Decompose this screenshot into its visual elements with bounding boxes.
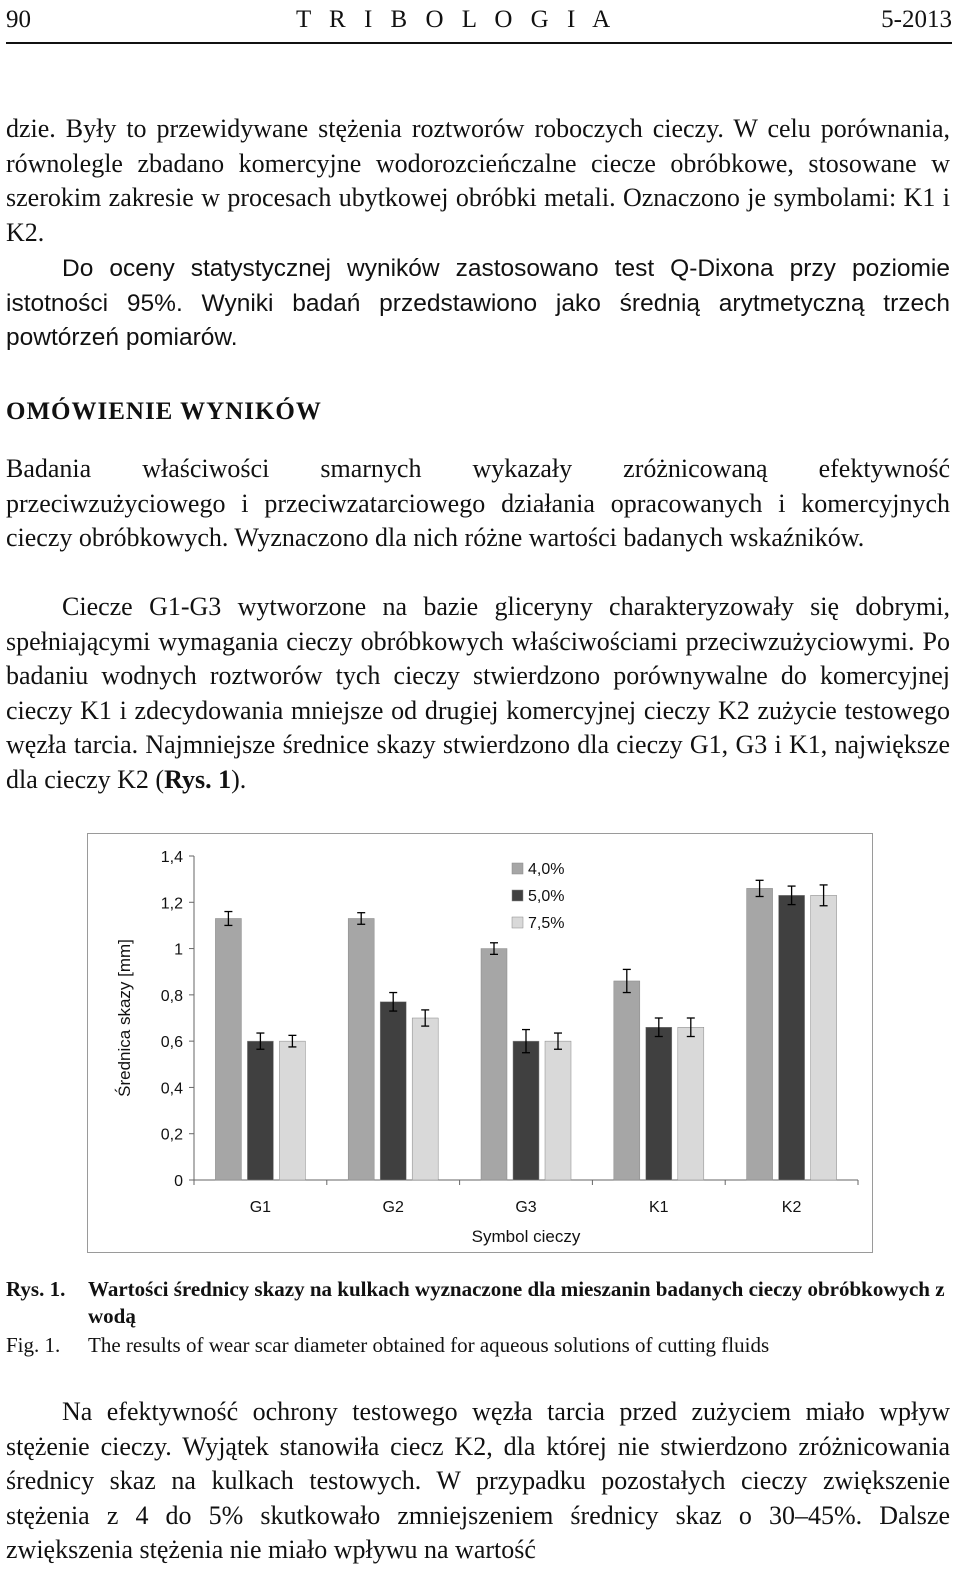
bar-G2-5,0% [380,1002,406,1180]
y-tick-label: 1,4 [160,849,183,866]
page-number: 90 [6,6,31,33]
results-paragraph-1: Badania właściwości smarnych wykazały zróżnicowaną efektywność przeciwzużyciowego i przeciwzatarciowego działania opracowanych i komercyjnych cieczy obróbkowych. Wyznaczono dla nich różne wartości badanych wskaźników. [6,454,950,552]
y-tick-label: 0 [174,1173,183,1190]
caption-english-label: Fig. 1. [6,1333,61,1357]
x-tick-label: K1 [649,1199,669,1216]
bar-G1-5,0% [247,1041,273,1180]
bar-K2-4,0% [747,888,773,1180]
legend-swatch-4,0% [512,863,523,874]
intro-paragraph-1: dzie. Były to przewidywane stężenia roztworów roboczych cieczy. W celu porównania, równolegle zbadano komercyjne wodorozcieńczalne ciecze obróbkowe, stosowane w szerokim zakresie w procesach ubytkowej obróbki metali. Oznaczono je symbolami: K1 i K2. [6,114,950,247]
bar-K2-7,5% [811,895,837,1180]
legend-swatch-5,0% [512,890,523,901]
legend-label: 4,0% [528,861,565,878]
caption-english-text: The results of wear scar diameter obtained for aqueous solutions of cutting fluids [88,1333,770,1357]
caption-polish-label: Rys. 1. [6,1277,66,1301]
bar-K1-5,0% [646,1027,672,1180]
bar-K2-5,0% [779,895,805,1180]
legend-swatch-7,5% [512,917,523,928]
bar-G1-7,5% [279,1041,305,1180]
bar-G3-4,0% [481,949,507,1180]
y-tick-label: 0,8 [160,987,183,1005]
x-tick-label: G2 [382,1199,404,1216]
figure-reference: Rys. 1 [164,764,232,794]
caption-polish [6,1276,950,1332]
discussion-paragraph: Na efektywność ochrony testowego węzła tarcia przed zużyciem miało wpływ stężenie cieczy. Wyjątek stanowiła ciecz K2, dla której nie stwierdzono zróżnicowania średnicy skaz na kulkach testowych. W przypadku pozostałych cieczy zwiększenie stężenia z 4 do 5% skutkowało zmniejszeniem średnicy skaz o 30–45%. Dalsze zwiększenia stężenia nie miało wpływu na wartość [6,1397,950,1564]
bar-G2-4,0% [348,918,374,1180]
y-tick-label: 0,2 [160,1126,183,1144]
x-tick-label: G1 [249,1199,272,1216]
x-tick-label: G3 [515,1199,537,1216]
bar-K1-4,0% [614,981,640,1180]
intro-paragraph-2: Do oceny statystycznej wyników zastosowano test Q-Dixona przy poziomie istotności 95%. Wyniki badań przedstawiono jako średnią arytmetyczną trzech powtórzeń pomiarów. [6,255,950,351]
section-heading: OMÓWIENIE WYNIKÓW [6,398,322,425]
results-paragraph-2-end: ). [231,764,247,794]
bar-G3-5,0% [513,1041,539,1180]
legend-label: 7,5% [528,915,565,932]
results-paragraph-2-text: Ciecze G1-G3 wytworzone na bazie gliceryny charakteryzowały się dobrymi, spełniającymi wymagania cieczy obróbkowych właściwościami przeciwzużyciowymi. Po badaniu wodnych roztworów tych cieczy stwierdzono porównywalne do komercyjnej cieczy K1 i zdecydowania mniejsze od drugiej komercyjnej cieczy K2 zużycie testowego węzła tarcia. Najmniejsze średnice skazy stwierdzono dla cieczy G1, G3 i K1, największe dla cieczy K2 ( [6,592,950,794]
caption-english [6,1332,950,1360]
bar-K1-7,5% [678,1027,704,1180]
y-tick-label: 0,6 [160,1034,183,1052]
caption-polish-text: Wartości średnicy skazy na kulkach wyznaczone dla mieszanin badanych cieczy obróbkowych z wodą [88,1277,945,1328]
legend-label: 5,0% [528,888,565,905]
bar-G1-4,0% [215,918,241,1180]
x-tick-label: K2 [781,1199,802,1216]
journal-title: T R I B O L O G I A [295,6,617,33]
results-paragraph-2 [6,590,950,797]
bar-G2-7,5% [412,1018,438,1180]
bar-G3-7,5% [545,1041,571,1180]
y-tick-label: 1,2 [160,895,183,913]
issue-number: 5-2013 [881,6,952,33]
header-rule [6,42,952,44]
x-axis-title: Symbol cieczy [471,1227,581,1246]
figure-frame [87,833,873,1253]
y-axis-title: Średnica skazy [mm] [115,939,134,1097]
running-header [6,2,952,38]
bar-chart [88,834,872,1252]
y-tick-label: 0,4 [160,1080,183,1098]
y-tick-label: 1 [174,941,183,959]
